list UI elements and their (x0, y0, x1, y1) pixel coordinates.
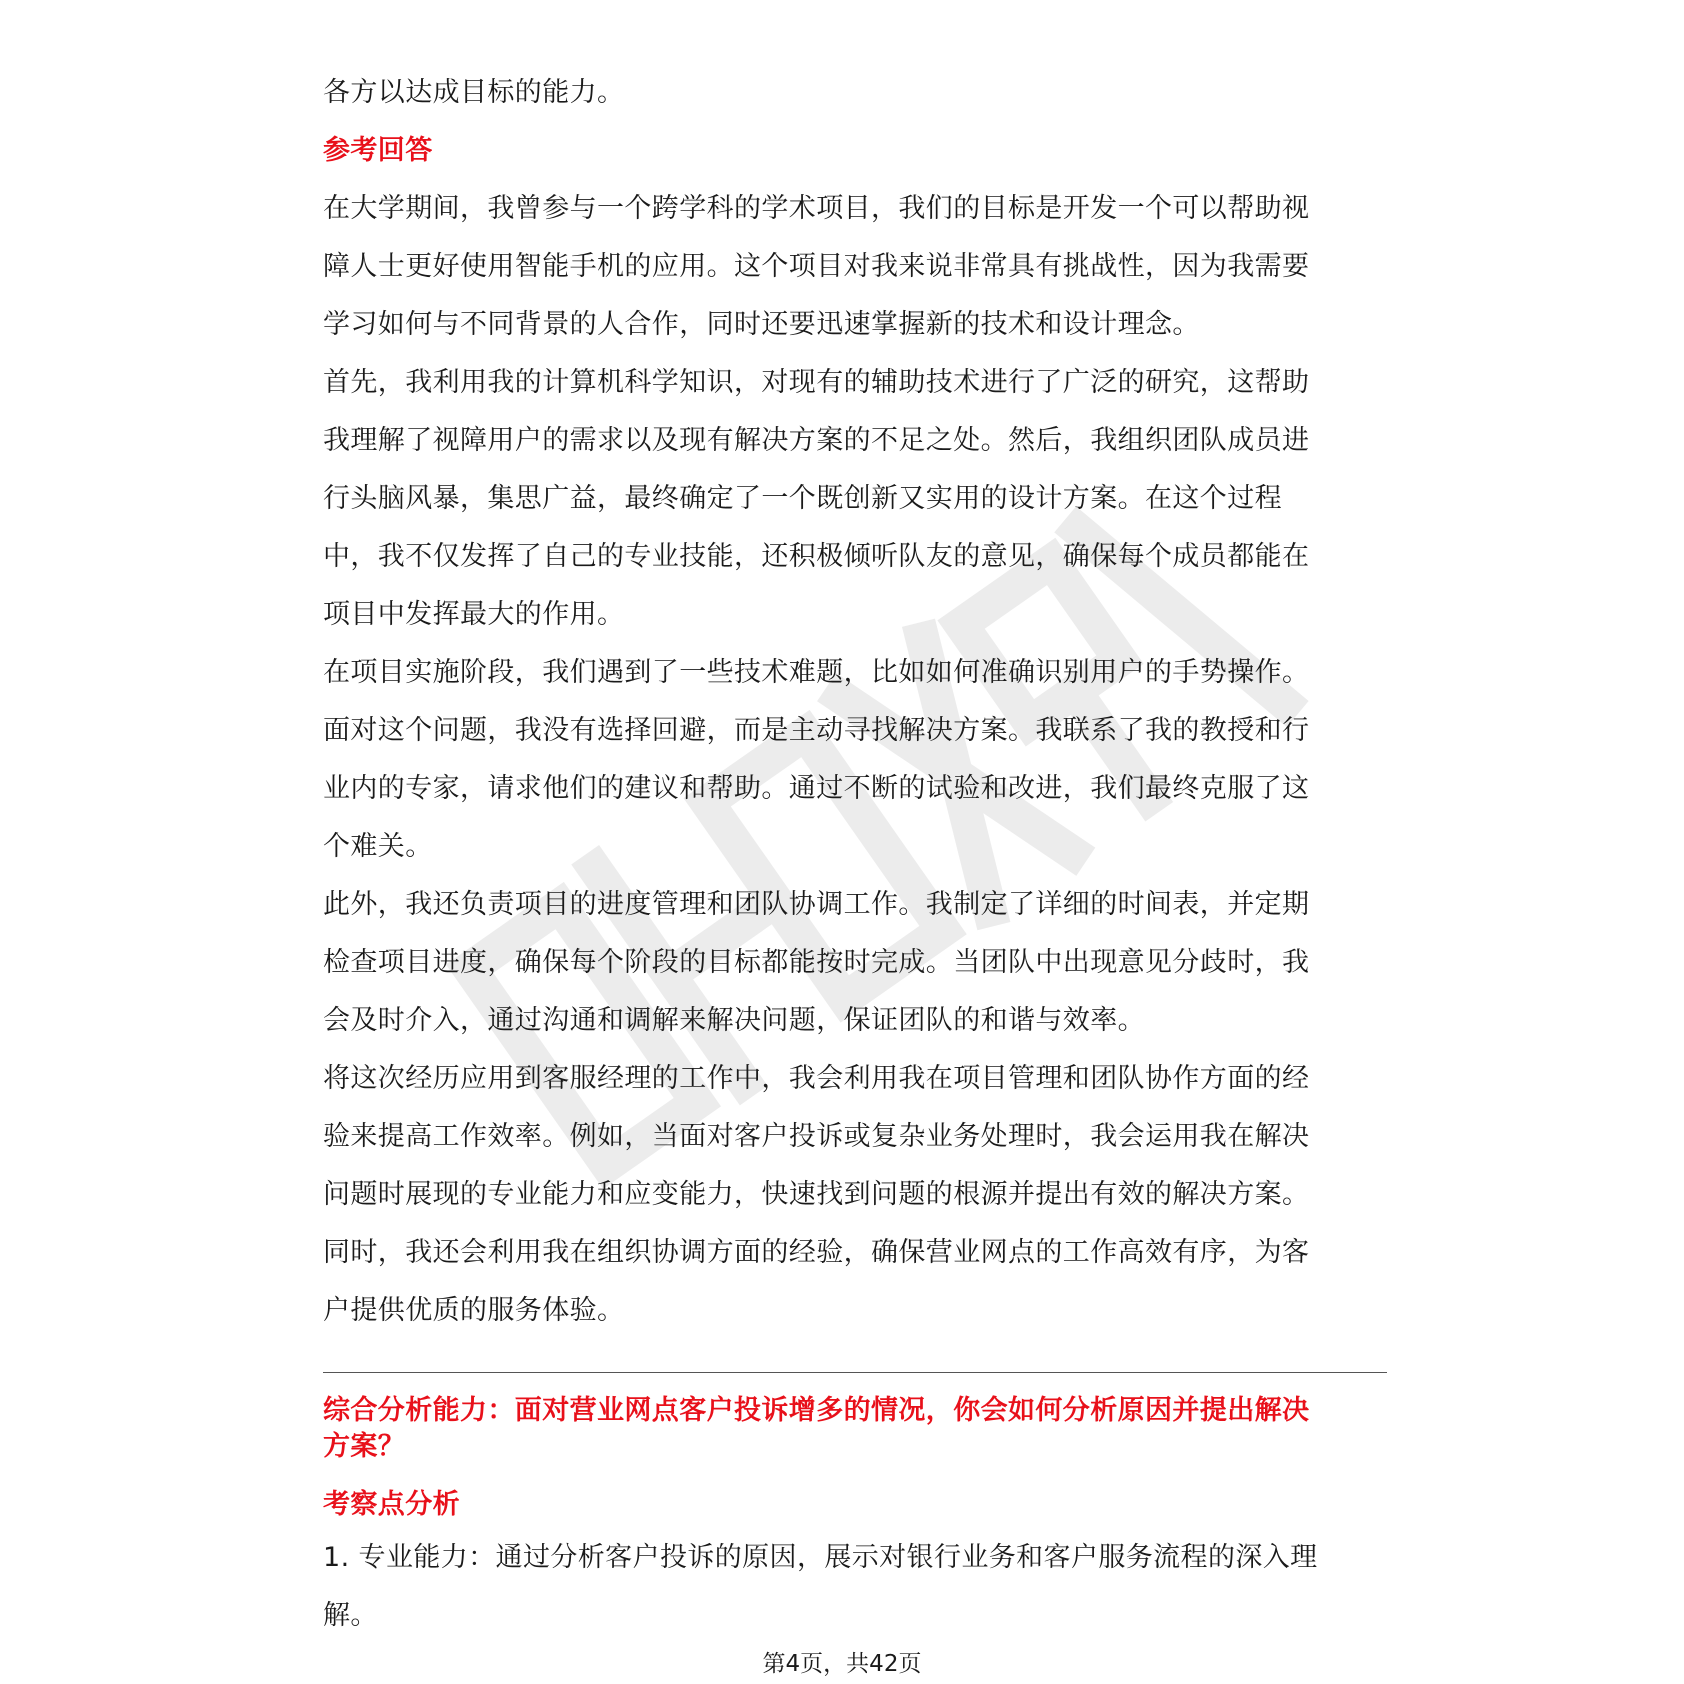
paragraph-line: 会及时介入，通过沟通和调解来解决问题，保证团队的和谐与效率。 (323, 1005, 1145, 1036)
next-question-section (323, 1393, 1387, 1645)
paragraph-line: 验来提高工作效率。例如，当面对客户投诉或复杂业务处理时，我会运用我在解决 (323, 1121, 1310, 1152)
paragraph-line: 面对这个问题，我没有选择回避，而是主动寻找解决方案。我联系了我的教授和行 (323, 715, 1310, 746)
paragraph-4 (323, 876, 1387, 1050)
paragraph-line: 在项目实施阶段，我们遇到了一些技术难题，比如如何准确识别用户的手势操作。 (323, 657, 1310, 688)
paragraph-line: 问题时展现的专业能力和应变能力，快速找到问题的根源并提出有效的解决方案。 (323, 1179, 1310, 1210)
paragraph-5 (323, 1050, 1387, 1340)
paragraph-line: 检查项目进度，确保每个阶段的目标都能按时完成。当团队中出现意见分歧时，我 (323, 947, 1310, 978)
paragraph-line: 项目中发挥最大的作用。 (323, 599, 625, 630)
section-divider (323, 1372, 1387, 1373)
document-page (323, 64, 1387, 1340)
analysis-line: 解。 (323, 1600, 378, 1631)
analysis-line: 1. 专业能力：通过分析客户投诉的原因，展示对银行业务和客户服务流程的深入理 (323, 1542, 1318, 1573)
paragraph-line: 行头脑风暴，集思广益，最终确定了一个既创新又实用的设计方案。在这个过程 (323, 483, 1282, 514)
paragraph-line: 同时，我还会利用我在组织协调方面的经验，确保营业网点的工作高效有序，为客 (323, 1237, 1310, 1268)
intro-tail-text: 各方以达成目标的能力。 (323, 77, 625, 108)
answer-heading: 参考回答 (323, 135, 433, 166)
question-title-line-1: 综合分析能力：面对营业网点客户投诉增多的情况，你会如何分析原因并提出解决 (323, 1395, 1310, 1426)
page-number-footer: 第4页，共42页 (762, 1651, 922, 1677)
analysis-heading: 考察点分析 (323, 1489, 460, 1520)
paragraph-line: 学习如何与不同背景的人合作，同时还要迅速掌握新的技术和设计理念。 (323, 309, 1200, 340)
paragraph-line: 我理解了视障用户的需求以及现有解决方案的不足之处。然后，我组织团队成员进 (323, 425, 1310, 456)
paragraph-line: 业内的专家，请求他们的建议和帮助。通过不断的试验和改进，我们最终克服了这 (323, 773, 1310, 804)
paragraph-1 (323, 180, 1387, 354)
paragraph-line: 中，我不仅发挥了自己的专业技能，还积极倾听队友的意见，确保每个成员都能在 (323, 541, 1310, 572)
paragraph-line: 个难关。 (323, 831, 433, 862)
paragraph-line: 将这次经历应用到客服经理的工作中，我会利用我在项目管理和团队协作方面的经 (323, 1063, 1310, 1094)
paragraph-2 (323, 354, 1387, 644)
paragraph-3 (323, 644, 1387, 876)
paragraph-line: 户提供优质的服务体验。 (323, 1295, 625, 1326)
paragraph-line: 障人士更好使用智能手机的应用。这个项目对我来说非常具有挑战性，因为我需要 (323, 251, 1310, 282)
answer-body (323, 180, 1387, 1340)
paragraph-line: 首先，我利用我的计算机科学知识，对现有的辅助技术进行了广泛的研究，这帮助 (323, 367, 1310, 398)
question-title-line-2: 方案？ (323, 1431, 406, 1462)
paragraph-line: 此外，我还负责项目的进度管理和团队协调工作。我制定了详细的时间表，并定期 (323, 889, 1310, 920)
paragraph-line: 在大学期间，我曾参与一个跨学科的学术项目，我们的目标是开发一个可以帮助视 (323, 193, 1310, 224)
